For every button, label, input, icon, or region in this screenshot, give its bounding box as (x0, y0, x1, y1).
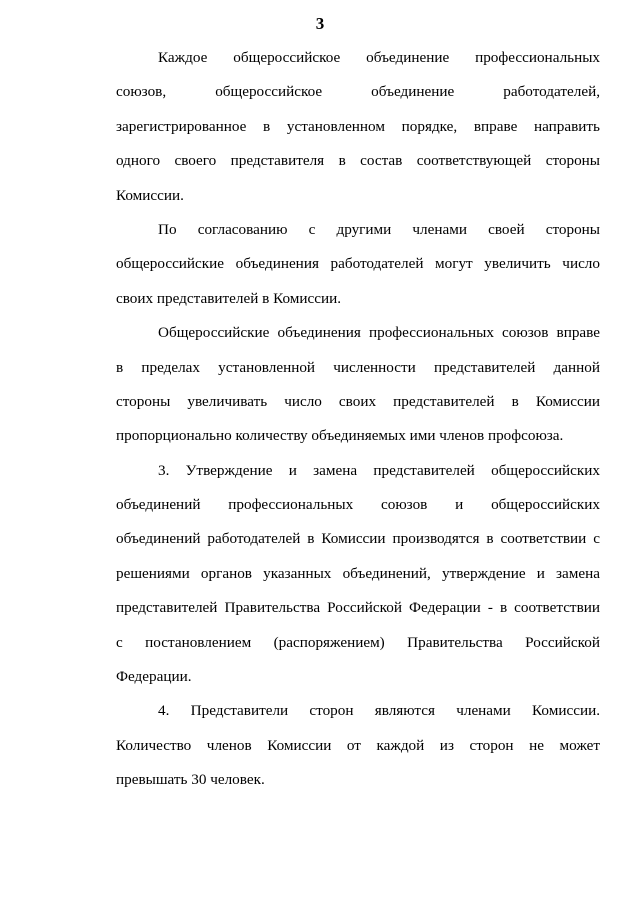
text-line: зарегистрированное в установленном порядке, вправе направить (116, 117, 600, 135)
text-line: общероссийские объединения работодателей могут увеличить число (116, 255, 600, 273)
text-line: стороны увеличивать число своих представителей в Комиссии (116, 392, 600, 410)
text-line: союзов, общероссийское объединение работодателей, (116, 83, 600, 101)
paragraph-item-3 (116, 454, 600, 695)
text-line: Каждое общероссийское объединение профессиональных (158, 49, 600, 66)
text-line: в пределах установленной численности представителей данной (116, 358, 600, 376)
text-line: Федерации. (116, 668, 192, 686)
text-line: По согласованию с другими членами своей стороны (158, 220, 600, 238)
paragraph-item-4 (116, 694, 600, 797)
text-line: с постановлением (распоряжением) Правительства Российской (116, 633, 600, 651)
text-line: пропорционально количеству объединяемых ими членов профсоюза. (116, 427, 564, 445)
text-line: превышать 30 человек. (116, 771, 265, 789)
text-line: Количество членов Комиссии от каждой из сторон не может (116, 736, 600, 754)
text-line: объединений работодателей в Комиссии производятся в соответствии с (116, 530, 600, 548)
text-line: Общероссийские объединения профессиональных союзов вправе (158, 324, 600, 342)
text-line: Комиссии. (116, 186, 184, 204)
text-line: 3. Утверждение и замена представителей общероссийских (158, 461, 600, 479)
text-line: решениями органов указанных объединений, утверждение и замена (116, 564, 600, 582)
document-body (116, 41, 600, 798)
text-line: одного своего представителя в состав соответствующей стороны (116, 152, 600, 170)
text-line: представителей Правительства Российской Федерации - в соответствии (116, 599, 600, 617)
paragraph-employers-increase (116, 213, 600, 316)
page-number: 3 (315, 14, 325, 33)
text-line: 4. Представители сторон являются членами Комиссии. (158, 702, 600, 720)
paragraph-commission-representatives (116, 41, 600, 213)
paragraph-unions-increase (116, 316, 600, 454)
text-line: объединений профессиональных союзов и общероссийских (116, 496, 600, 514)
text-line: своих представителей в Комиссии. (116, 289, 342, 307)
